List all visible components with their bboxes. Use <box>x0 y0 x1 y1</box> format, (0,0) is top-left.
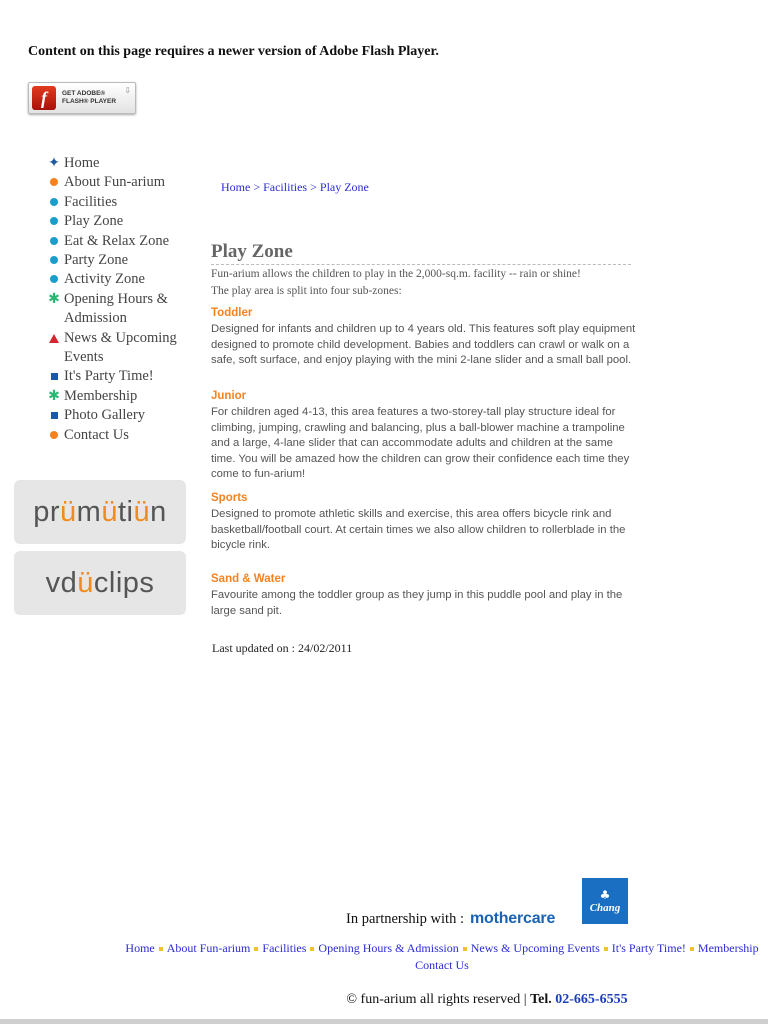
zone-heading: Sports <box>211 492 248 504</box>
flash-badge-line1: GET ADOBE® <box>62 90 106 97</box>
sidebar-item-party-zone[interactable] <box>44 251 194 270</box>
sidebar-item-opening-hours[interactable] <box>44 290 194 329</box>
zone-sand-water <box>211 571 636 619</box>
footer-link-about[interactable]: About Fun-arium <box>166 941 251 955</box>
sidebar-item-news[interactable] <box>44 329 194 368</box>
teal-dot-icon <box>44 212 64 225</box>
download-arrow-icon: ⇩ <box>124 86 131 95</box>
breadcrumb-home[interactable]: Home <box>221 180 251 194</box>
promotion-text-2: m <box>76 495 102 528</box>
sidebar-item-label: Photo Gallery <box>64 407 145 424</box>
sidebar-item-about[interactable] <box>44 173 194 192</box>
partnership-label: In partnership with : <box>346 911 464 927</box>
phone-number: 02-665-6555 <box>555 992 628 1007</box>
teal-dot-icon <box>44 251 64 264</box>
teal-dot-icon <box>44 193 64 206</box>
sidebar-item-label: Contact Us <box>64 426 129 443</box>
smile-icon: ü <box>77 566 94 599</box>
promotion-banner[interactable] <box>14 480 186 544</box>
vdo-text-1: vd <box>45 566 78 599</box>
zone-junior <box>211 388 636 483</box>
sidebar-item-contact[interactable] <box>44 426 194 445</box>
footer-link-party-time[interactable]: It's Party Time! <box>611 941 686 955</box>
footer-link-contact[interactable]: Contact Us <box>415 957 469 972</box>
sidebar-item-party-time[interactable] <box>44 367 194 386</box>
zone-description: Designed to promote athletic skills and exercise, this area offers bicycle rink and basketball/football court. At certain times we also allow children to rollerblade in the bicycle rink. <box>211 508 626 552</box>
promotion-text-4: n <box>150 495 167 528</box>
flash-badge-text <box>62 90 116 106</box>
last-updated: Last updated on : 24/02/2011 <box>212 641 353 655</box>
elephant-icon: ♣ <box>599 888 611 902</box>
intro-text <box>211 266 631 300</box>
sidebar-item-label: Party Zone <box>64 252 129 269</box>
breadcrumb <box>221 180 369 195</box>
teal-dot-icon <box>44 270 64 283</box>
vdo-clips-banner[interactable] <box>14 551 186 615</box>
get-flash-player-button[interactable] <box>28 82 136 114</box>
tel-label: Tel. <box>530 992 552 1007</box>
sidebar-item-play-zone[interactable] <box>44 212 194 231</box>
footer-link-home[interactable]: Home <box>125 941 155 955</box>
separator-icon <box>690 947 694 951</box>
smile-icon: ü <box>133 495 151 528</box>
sidebar-nav <box>44 154 194 445</box>
sidebar-item-label: Home <box>64 155 100 171</box>
footer-link-news[interactable]: News & Upcoming Events <box>470 941 600 955</box>
zone-heading: Junior <box>211 390 247 402</box>
copyright <box>0 992 768 1008</box>
zone-description: Designed for infants and children up to 4 years old. This features soft play equipment designed to promote child development. Babies and toddlers can crawl or walk on a safe, soft surface, and enjoy playing with the mini 2-lane slider and a small ball pool. <box>211 323 636 367</box>
promotion-text-3: ti <box>117 495 134 528</box>
teal-dot-icon <box>44 232 64 245</box>
separator-icon <box>254 947 258 951</box>
sidebar-item-label: Opening Hours & Admission <box>64 290 168 327</box>
orange-dot-icon <box>44 426 64 439</box>
sidebar-item-photo-gallery[interactable] <box>44 406 194 425</box>
breadcrumb-play-zone[interactable]: Play Zone <box>319 180 369 194</box>
separator-icon <box>604 947 608 951</box>
smile-icon: ü <box>101 495 118 528</box>
partnership <box>346 910 555 928</box>
breadcrumb-facilities[interactable]: Facilities <box>263 180 308 194</box>
sidebar-item-label: Membership <box>64 387 138 404</box>
zone-description: For children aged 4-13, this area features a two-storey-tall play structure ideal for climbing, jumping, crawling and balancing, plus a ball-blower machine a trampoline and a large, 4-lane slider that can accommodate adults and children at the same time. You will be amazed how the children can grow their confidence each time they come to fun-arium! <box>211 406 630 481</box>
sidebar-item-label: Play Zone <box>64 213 124 230</box>
copyright-text: © fun-arium all rights reserved | <box>346 992 531 1007</box>
blue-square-icon <box>44 406 64 419</box>
sidebar-item-activity-zone[interactable] <box>44 270 194 289</box>
bottom-scrollbar <box>0 1019 768 1024</box>
flash-notice: Content on this page requires a newer version of Adobe Flash Player. <box>28 44 439 59</box>
sidebar-item-label: Facilities <box>64 193 118 210</box>
sidebar-item-facilities[interactable] <box>44 193 194 212</box>
chang-logo[interactable] <box>582 878 628 924</box>
vdo-text-2: clips <box>93 566 155 599</box>
zone-heading: Toddler <box>211 307 253 319</box>
breadcrumb-separator: > <box>310 180 317 194</box>
mothercare-logo[interactable]: mothercare <box>470 910 556 927</box>
flash-badge-line2: FLASH® PLAYER <box>62 98 117 105</box>
footer-link-opening-hours[interactable]: Opening Hours & Admission <box>318 941 459 955</box>
zone-heading: Sand & Water <box>211 573 286 585</box>
sidebar-item-label: Activity Zone <box>64 271 145 288</box>
separator-icon <box>159 947 163 951</box>
footer-link-membership[interactable]: Membership <box>697 941 759 955</box>
orange-dot-icon <box>44 173 64 186</box>
sidebar-item-label: News & Upcoming Events <box>64 329 177 366</box>
breadcrumb-separator: > <box>253 180 261 194</box>
sidebar-item-eat-relax[interactable] <box>44 232 194 251</box>
sidebar-item-membership[interactable] <box>44 387 194 406</box>
separator-icon <box>463 947 467 951</box>
intro-line-1: Fun-arium allows the children to play in the 2,000-sq.m. facility -- rain or shine! <box>211 268 581 280</box>
blue-square-icon <box>44 367 64 380</box>
sidebar-item-label: About Fun-arium <box>64 174 166 191</box>
page-title: Play Zone <box>211 241 631 265</box>
flash-player-icon: f <box>32 86 56 110</box>
sidebar-item-home[interactable] <box>44 154 194 173</box>
zone-description: Favourite among the toddler group as they jump in this puddle pool and play in the large sand pit. <box>211 589 623 617</box>
promotion-text-1: pr <box>33 495 61 528</box>
footer-nav <box>112 940 768 973</box>
zone-sports <box>211 490 636 554</box>
green-star-icon: ✱ <box>48 387 60 404</box>
separator-icon <box>310 947 314 951</box>
intro-line-2: The play area is split into four sub-zones: <box>211 285 402 297</box>
footer-link-facilities[interactable]: Facilities <box>262 941 307 955</box>
chang-logo-text: Chang <box>589 902 621 914</box>
sidebar-item-label: It's Party Time! <box>64 368 154 385</box>
smile-icon: ü <box>60 495 77 528</box>
zone-toddler <box>211 305 636 369</box>
red-triangle-icon <box>44 329 64 343</box>
green-star-icon: ✱ <box>48 290 60 307</box>
sparkle-icon: ✦ <box>48 155 60 171</box>
sidebar-item-label: Eat & Relax Zone <box>64 232 170 249</box>
